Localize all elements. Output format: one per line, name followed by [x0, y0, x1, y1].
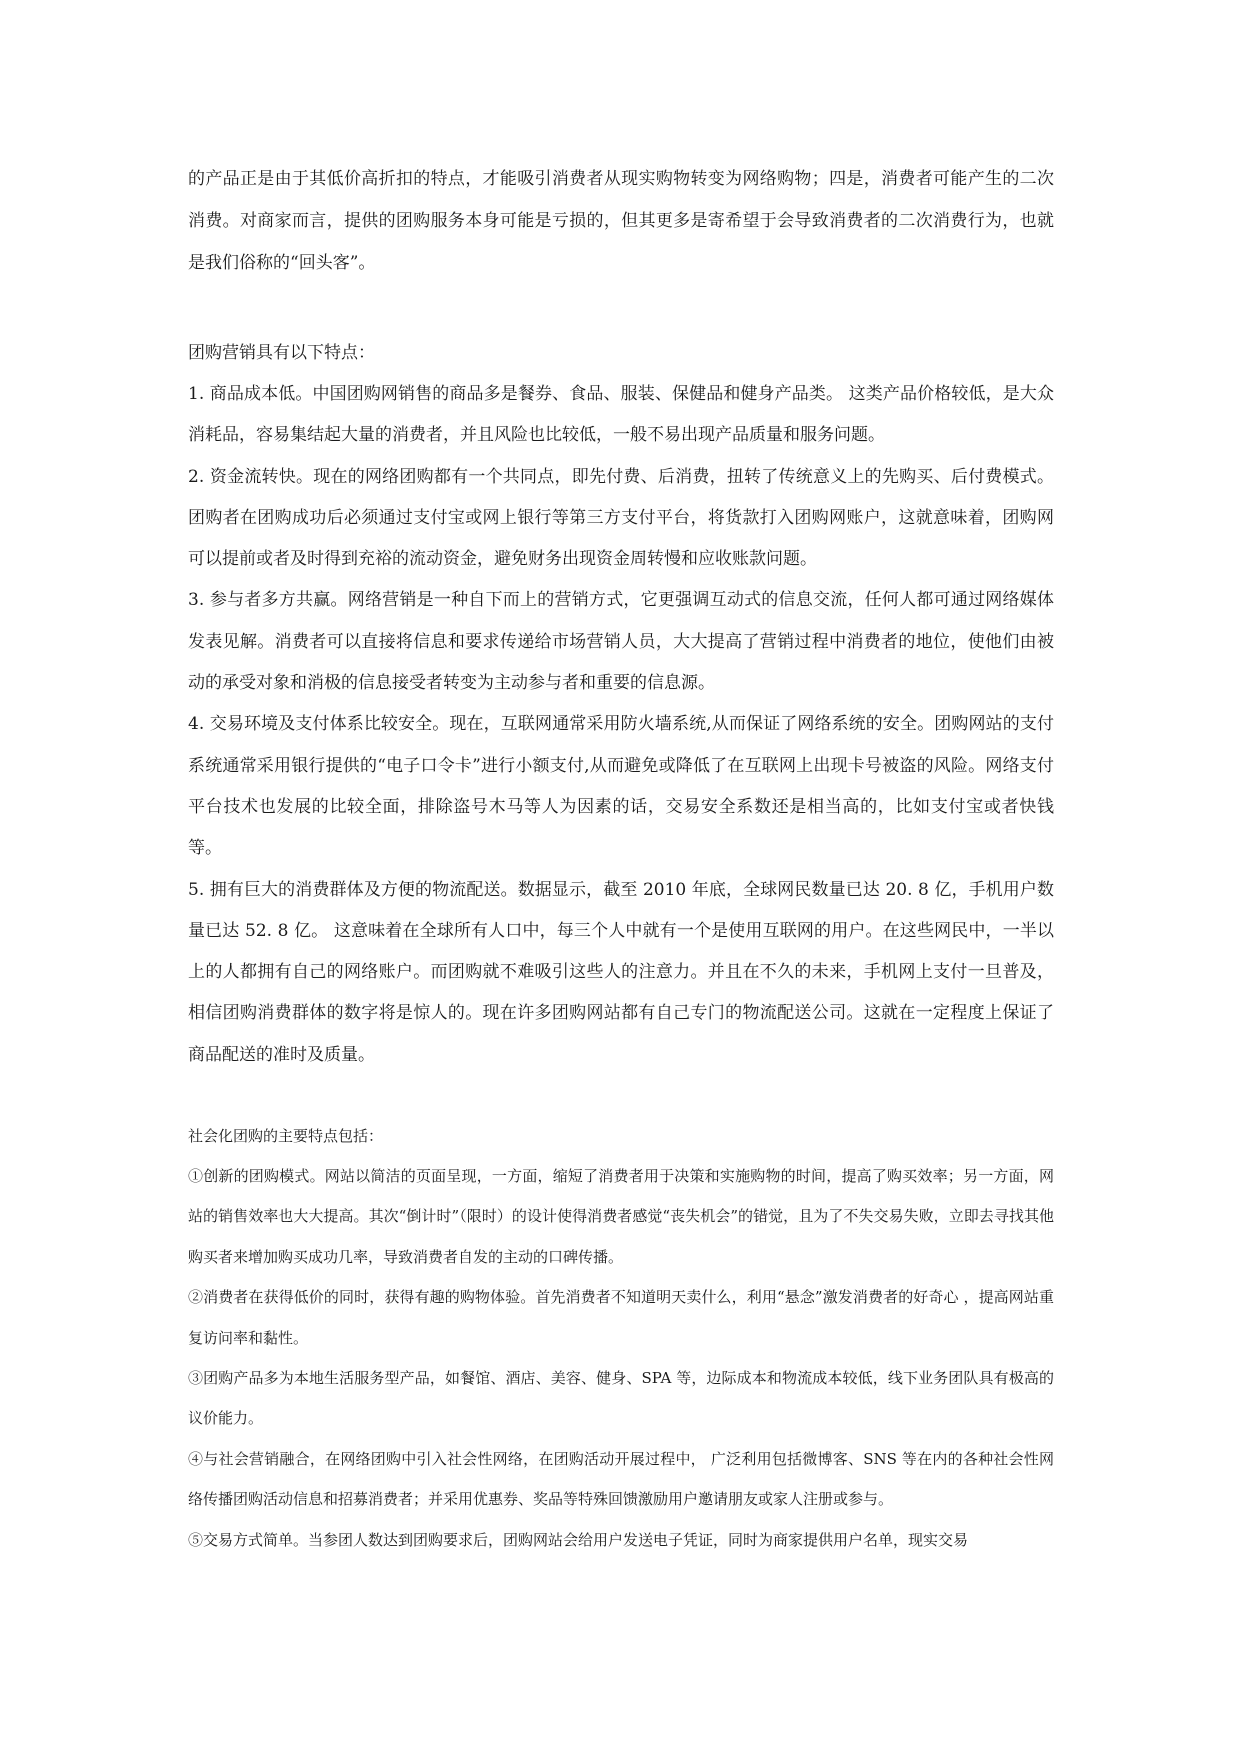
feature-item-5: 5. 拥有巨大的消费群体及方便的物流配送。数据显示，截至 2010 年底，全球网民数量已达 20. 8 亿，手机用户数量已达 52. 8 亿。 这意味着在全球所有人口中，每三个人中就有一个是使用互联网的用户。在这些网民中，一半以上的人都拥有自己的网络账户。而团购就不难吸引这些人的注意力。并且在不久的未来，手机网上支付一旦普及，相信团购消费群体的数字将是惊人的。现在许多团购网站都有自己专门的物流配送公司。这就在一定程度上保证了商品配送的准时及质量。 — [188, 879, 1054, 1065]
social-feature-item-1: ①创新的团购模式。网站以简洁的页面呈现，一方面，缩短了消费者用于决策和实施购物的时间，提高了购买效率；另一方面，网站的销售效率也大大提高。其次“倒计时”（限时）的设计使得消费者感觉“丧失机会”的错觉，且为了不失交易失败，立即去寻找其他购买者来增加购买成功几率，导致消费者自发的主动的口碑传播。 — [188, 1167, 1054, 1266]
social-feature-item-2: ②消费者在获得低价的同时，获得有趣的购物体验。首先消费者不知道明天卖什么，利用“悬念”激发消费者的好奇心 ，提高网站重复访问率和黏性。 — [188, 1288, 1054, 1347]
group-buying-marketing-features — [188, 332, 1054, 1076]
social-group-buying-features — [188, 1116, 1054, 1560]
feature-item-3: 3. 参与者多方共赢。网络营销是一种自下而上的营销方式，它更强调互动式的信息交流，任何人都可通过网络媒体发表见解。消费者可以直接将信息和要求传递给市场营销人员，大大提高了营销过程中消费者的地位，使他们由被动的承受对象和消极的信息接受者转变为主动参与者和重要的信息源。 — [188, 590, 1054, 694]
feature-item-1: 1. 商品成本低。中国团购网销售的商品多是餐券、食品、服装、保健品和健身产品类。 这类产品价格较低，是大众消耗品，容易集结起大量的消费者，并且风险也比较低，一般不易出现产品质量和服务问题。 — [188, 384, 1054, 446]
social-feature-item-5: ⑤交易方式简单。当参团人数达到团购要求后，团购网站会给用户发送电子凭证，同时为商家提供用户名单，现实交易 — [188, 1530, 969, 1549]
document-page — [188, 158, 1054, 1560]
intro-paragraph: 的产品正是由于其低价高折扣的特点，才能吸引消费者从现实购物转变为网络购物；四是，消费者可能产生的二次消费。对商家而言，提供的团购服务本身可能是亏损的，但其更多是寄希望于会导致消费者的二次消费行为，也就是我们俗称的“回头客”。 — [188, 169, 1054, 273]
section-1-title: 团购营销具有以下特点： — [188, 343, 375, 363]
feature-item-2: 2. 资金流转快。现在的网络团购都有一个共同点，即先付费、后消费，扭转了传统意义上的先购买、后付费模式。团购者在团购成功后必须通过支付宝或网上银行等第三方支付平台，将货款打入团购网账户，这就意味着，团购网可以提前或者及时得到充裕的流动资金，避免财务出现资金周转慢和应收账款问题。 — [188, 466, 1054, 570]
feature-item-4: 4. 交易环境及支付体系比较安全。现在，互联网通常采用防火墙系统,从而保证了网络系统的安全。团购网站的支付系统通常采用银行提供的“电子口令卡”进行小额支付,从而避免或降低了在互联网上出现卡号被盗的风险。网络支付平台技术也发展的比较全面，排除盗号木马等人为因素的话，交易安全系数还是相当高的，比如支付宝或者快钱等。 — [188, 714, 1054, 859]
section-2-title: 社会化团购的主要特点包括： — [188, 1127, 384, 1146]
social-feature-item-3: ③团购产品多为本地生活服务型产品，如餐馆、酒店、美容、健身、SPA 等，边际成本和物流成本较低，线下业务团队具有极高的议价能力。 — [188, 1369, 1054, 1428]
social-feature-item-4: ④与社会营销融合，在网络团购中引入社会性网络，在团购活动开展过程中， 广泛利用包括微博客、SNS 等在内的各种社会性网络传播团购活动信息和招募消费者；并采用优惠券、奖品等特殊回馈激励用户邀请朋友或家人注册或参与。 — [188, 1449, 1054, 1509]
